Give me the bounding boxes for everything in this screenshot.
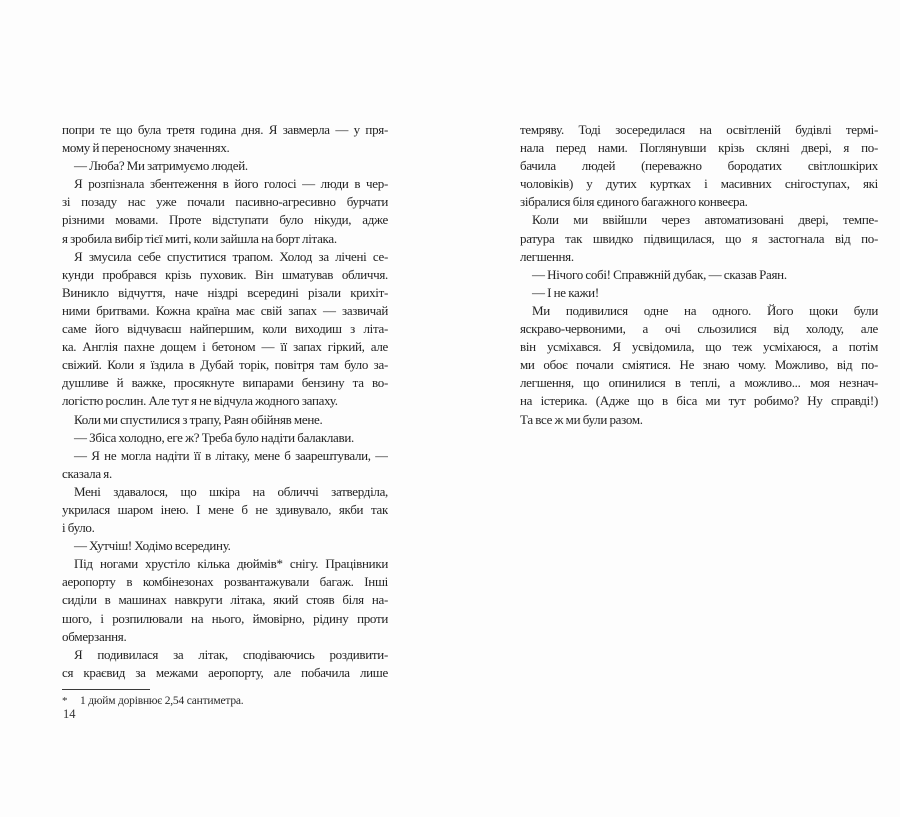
text-line: він усміхався. Я усвідомила, що теж усміхаюся, а потім [520,339,878,355]
text-line: Виникло відчуття, наче ніздрі всередині різали крихіт- [62,284,388,300]
text-line: легшення, що опинилися в теплі, а можливо... моя незнач- [520,375,878,391]
text-line: свіжий. Коли я їздила в Дубай торік, повітря там було за- [62,357,388,373]
text-line: — Нічого собі! Справжній дубак, — сказав Раян. [532,266,787,282]
text-line: Я змусила себе спуститися трапом. Холод за лічені се- [74,248,388,264]
text-line: — І не кажи! [532,284,599,300]
text-line: сказала я. [62,465,112,481]
text-line: темряву. Тоді зосередилася на освітленій будівлі термі- [520,122,878,137]
footnote-text-line [62,694,388,709]
text-line: Коли ми ввійшли через автоматизовані двері, темпе- [532,212,878,228]
text-line: — Я не могла надіти її в літаку, мене б заарештували, — [74,447,388,463]
text-line: шого, і розпилювали на нього, ймовірно, рідину проти [62,610,388,626]
text-line: укрилася шаром інею. І мене б не здивувало, якби так [62,501,388,517]
text-line: Я розпізнала збентеження в його голосі — люди в чер- [74,176,388,192]
footnote-text: 1 дюйм дорівнює 2,54 сантиметра. [80,694,244,707]
text-line: я зробила вибір тієї миті, коли зайшла на борт літака. [62,230,337,246]
text-line: легшення. [520,248,574,264]
book-page-right-column [520,121,878,429]
text-line: Я подивилася за літак, сподіваючись роздивити- [74,646,388,662]
book-page-left-column [62,121,388,709]
text-line: ся краєвид за межами аеропорту, але побачила лише [62,664,388,680]
text-line: нала перед нами. Поглянувши крізь скляні двері, я по- [520,140,878,156]
text-line: аеропорту в комбінезонах розвантажували багаж. Інші [62,574,388,590]
text-line: Та все ж ми були разом. [520,411,643,427]
text-line: душливе й важке, просякнуте випарами бензину та во- [62,375,388,391]
text-line: обмерзання. [62,628,127,644]
text-line: зібралися біля єдиного багажного конвеєра. [520,194,748,210]
text-line: і було. [62,520,95,536]
footnote-rule [62,689,150,690]
text-line: саме його відчуваєш найпершим, коли виходиш з літа- [62,321,388,337]
text-line: бачила людей (переважно бородатих світлошкірих [520,158,878,174]
footnote [62,689,388,709]
page-number: 14 [63,707,76,721]
text-line: чоловіків) у дутих куртках і масивних снігоступах, які [520,176,878,192]
text-line: попри те що була третя година дня. Я завмерла — у пря- [62,122,388,137]
text-line: Коли ми спустилися з трапу, Раян обійняв мене. [74,411,323,427]
text-line: — Люба? Ми затримуємо людей. [74,158,248,174]
text-line: Мені здавалося, що шкіра на обличчі затверділа, [74,483,388,499]
text-line: ми обоє почали сміятися. Не знаю чому. Можливо, від по- [520,357,878,373]
text-line: ратура так швидко підвищилася, що я застогнала від по- [520,230,878,246]
text-line: ними бритвами. Кожна країна має свій запах — зазвичай [62,302,388,318]
footnote-marker: * [62,694,68,707]
text-line: яскраво-червоними, а очі сльозилися від холоду, але [520,321,878,337]
text-line: сиділи в машинах навкруги літака, який стояв біля на- [62,592,388,608]
text-line: — Збіса холодно, еге ж? Треба було надіти балаклави. [74,429,354,445]
text-line: Під ногами хрустіло кілька дюймів* снігу. Працівники [74,556,388,572]
text-line: — Хутчіш! Ходімо всередину. [74,538,231,554]
text-line: логістю рослин. Але тут я не відчула жодного запаху. [62,393,338,409]
text-line: зі позаду нас уже почали пасивно-агресивно бурчати [62,194,388,210]
text-line: різними мовами. Проте відступати було нікуди, адже [62,212,388,228]
text-line: кунди пробрався крізь пуховик. Він шматував обличчя. [62,266,388,282]
text-line: ка. Англія пахне дощем і бетоном — її запах гіркий, але [62,339,388,355]
text-line: мому й переносному значеннях. [62,140,230,156]
text-line: Ми подивилися одне на одного. Його щоки були [532,302,878,318]
text-line: на істерика. (Адже що в біса ми тут робимо? Ну справді!) [520,393,878,409]
